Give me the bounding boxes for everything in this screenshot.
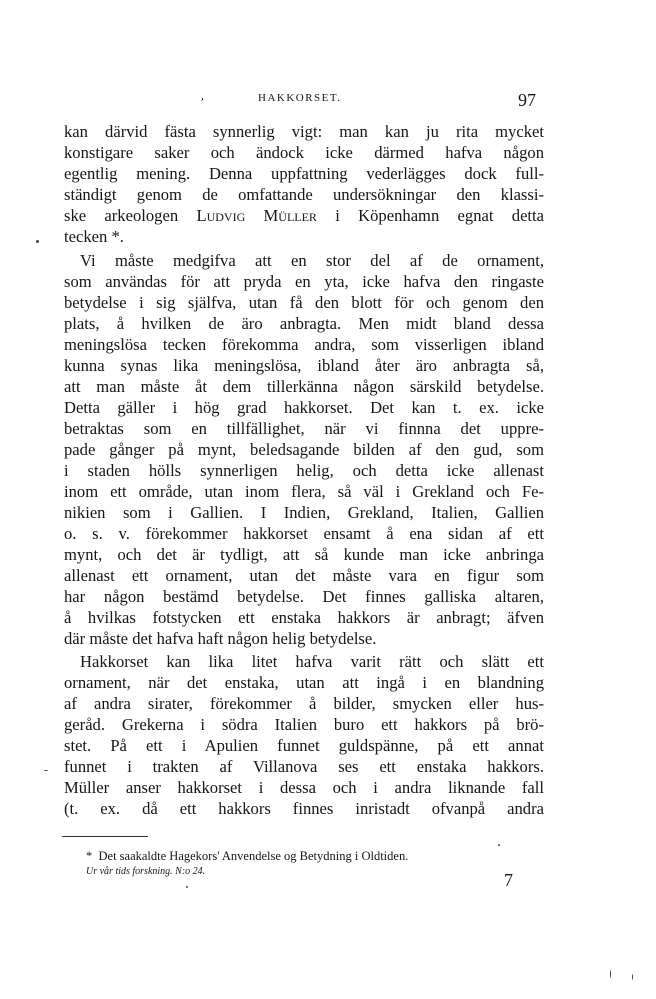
text-fragment: ske arkeologen [64, 206, 179, 225]
text-line: att man måste åt dem tillerkänna någon särskild betydelse. [64, 377, 544, 396]
text-line: tecken *. [64, 227, 124, 246]
stray-mark: ʼ [200, 96, 204, 110]
text-line: pade gånger på mynt, beledsagande bilden af den gud, som [64, 440, 544, 459]
scan-speck [186, 886, 188, 888]
text-line: stet. På ett i Apulien funnet guldspänne, på ett annat [64, 736, 544, 755]
scan-speck [36, 240, 39, 243]
text-line: kan därvid fästa synnerlig vigt: man kan ju rita mycket [64, 122, 544, 141]
paragraph-start: Hakkorset kan lika litet hafva varit rätt och slätt ett [80, 652, 544, 671]
text-fragment: i Köpenhamn egnat detta [335, 206, 545, 225]
text-line: Müller anser hakkorset i dessa och i andra liknande fall [64, 778, 544, 797]
text-line: där måste det hafva haft någon helig betydelse. [64, 629, 377, 648]
text-line: Detta gäller i hög grad hakkorset. Det kan t. ex. icke [64, 398, 544, 417]
text-line: nikien som i Gallien. I Indien, Grekland, Italien, Gallien [64, 503, 544, 522]
text-line: å hvilkas fotstycken ett enstaka hakkors är anbragt; äfven [64, 608, 544, 627]
footnote-rule [62, 836, 148, 837]
text-line: (t. ex. då ett hakkors finnes inristadt ofvanpå andra [64, 799, 544, 818]
text-line: geråd. Grekerna i södra Italien buro ett hakkors på brö- [64, 715, 544, 734]
signature-mark: 7 [504, 870, 513, 890]
text-line: allenast ett ornament, utan det måste vara en figur som [64, 566, 544, 585]
text-line: konstigare saker och ändock icke därmed hafva någon [64, 143, 544, 162]
text-line: ständigt genom de omfattande undersökningar den klassi- [64, 185, 544, 204]
text-line: kunna synas lika meningslösa, ibland åter äro anbragta så, [64, 356, 544, 375]
scan-speck [610, 970, 611, 978]
footnote [86, 849, 408, 864]
text-line: har någon bestämd betydelse. Det finnes galliska altaren, [64, 587, 544, 606]
author-name: Ludvig Müller [196, 206, 317, 225]
text-line: ornament, när det enstaka, utan att ingå i en blandning [64, 673, 544, 692]
text-line: plats, å hvilken de äro anbragta. Men midt bland dessa [64, 314, 544, 333]
text-line: egentlig mening. Denna uppfattning vederlägges dock full- [64, 164, 544, 183]
scan-speck [44, 770, 48, 771]
text-line: inom ett område, utan inom flera, så väl i Grekland och Fe- [64, 482, 544, 501]
page-number: 97 [518, 90, 536, 110]
text-line: funnet i trakten af Villanova ses ett enstaka hakkors. [64, 757, 544, 776]
footnote-source: Ur vår tids forskning. N:o 24. [86, 866, 206, 877]
text-line: i staden hölls synnerligen helig, och detta icke allenast [64, 461, 544, 480]
text-line: af andra sirater, förekommer å bilder, smycken eller hus- [64, 694, 544, 713]
paragraph-start: Vi måste medgifva att en stor del af de ornament, [80, 251, 544, 270]
running-header: HAKKORSET. [258, 92, 342, 104]
footnote-text: Det saakaldte Hagekors' Anvendelse og Betydning i Oldtiden. [98, 849, 409, 863]
text-line: betraktas som en tillfällighet, när vi finnna det uppre- [64, 419, 544, 438]
text-line: meningslösa tecken förekomma andra, som visserligen ibland [64, 335, 544, 354]
footnote-marker: * [86, 849, 93, 863]
text-line: betydelse i sig själfva, utan få den blott för och genom den [64, 293, 544, 312]
scan-speck [498, 844, 500, 846]
text-line-with-name [64, 206, 544, 226]
text-line: mynt, och det är tydligt, att så kunde man icke anbringa [64, 545, 544, 564]
scan-speck [632, 974, 633, 980]
text-line: o. s. v. förekommer hakkorset ensamt å ena sidan af ett [64, 524, 544, 543]
text-line: som användas för att pryda en yta, icke hafva den ringaste [64, 272, 544, 291]
